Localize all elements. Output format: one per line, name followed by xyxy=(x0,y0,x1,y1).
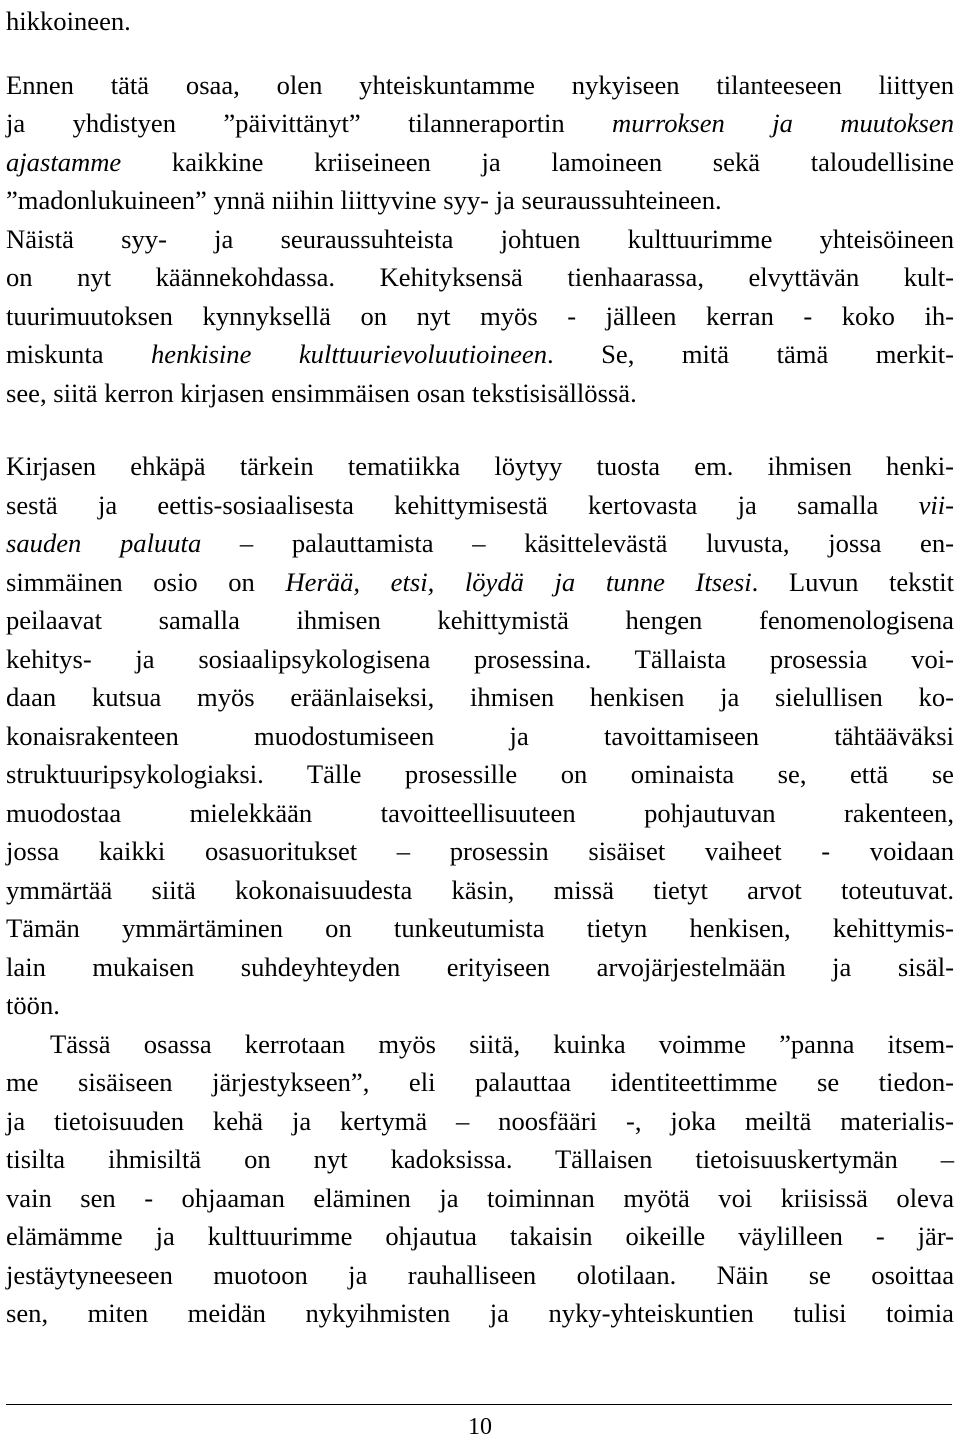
text-line: hikkoineen. xyxy=(6,6,131,36)
text-line: sestä ja eettis-sosiaalisesta kehittymisestä kertovasta ja samalla vii- xyxy=(6,490,954,520)
text-line: sen, miten meidän nykyihmisten ja nyky-yhteiskuntien tulisi toimia xyxy=(6,1298,954,1328)
page-number: 10 xyxy=(468,1414,492,1440)
text-line: konaisrakenteen muodostumiseen ja tavoittamiseen tähtääväksi xyxy=(6,721,954,751)
text-line: kehitys- ja sosiaalipsykologisena prosessina. Tällaista prosessia voi- xyxy=(6,644,954,674)
text-line: töön. xyxy=(6,990,60,1020)
italic-phrase: murroksen ja muutoksen xyxy=(612,108,954,138)
text-line: on nyt käännekohdassa. Kehityksensä tienhaarassa, elvyttävän kult- xyxy=(6,262,954,292)
text-line: struktuuripsykologiaksi. Tälle prosessille on ominaista se, että se xyxy=(6,759,954,789)
italic-phrase: vii- xyxy=(918,490,954,520)
text-line: peilaavat samalla ihmisen kehittymistä hengen fenomenologisena xyxy=(6,605,954,635)
text-line: vain sen - ohjaaman eläminen ja toiminnan myötä voi kriisissä oleva xyxy=(6,1183,954,1213)
text-line: Ennen tätä osaa, olen yhteiskuntamme nykyiseen tilanteeseen liittyen xyxy=(6,70,954,100)
text-line: daan kutsua myös eräänlaiseksi, ihmisen henkisen ja sielullisen ko- xyxy=(6,682,954,712)
italic-phrase: henkisine kulttuurievoluutioineen xyxy=(150,339,548,369)
text-line: muodostaa mielekkään tavoitteellisuuteen pohjautuvan rakenteen, xyxy=(6,798,954,828)
footer-divider xyxy=(6,1404,952,1405)
text-line: me sisäiseen järjestykseen”, eli palauttaa identiteettimme se tiedon- xyxy=(6,1067,954,1097)
text-line: Kirjasen ehkäpä tärkein tematiikka löytyy tuosta em. ihmisen henki- xyxy=(6,451,954,481)
italic-phrase: sauden paluuta xyxy=(6,528,202,558)
text-line: ajastamme kaikkine kriiseineen ja lamoineen sekä taloudellisine xyxy=(6,147,954,177)
italic-phrase: Herää, etsi, löydä ja tunne Itsesi xyxy=(285,567,752,597)
text-line: see, siitä kerron kirjasen ensimmäisen osan tekstisisällössä. xyxy=(6,378,637,408)
text-line: lain mukaisen suhdeyhteyden erityiseen arvojärjestelmään ja sisäl- xyxy=(6,952,954,982)
text-line: Näistä syy- ja seuraussuhteista johtuen kulttuurimme yhteisöineen xyxy=(6,224,954,254)
text-line: ja yhdistyen ”päivittänyt” tilanneraportin murroksen ja muutoksen xyxy=(6,108,954,138)
text-line: ”madonlukuineen” ynnä niihin liittyvine syy- ja seuraussuhteineen. xyxy=(6,185,722,215)
text-line: Tässä osassa kerrotaan myös siitä, kuinka voimme ”panna itsem- xyxy=(50,1029,954,1059)
text-line: tisilta ihmisiltä on nyt kadoksissa. Tällaisen tietoisuuskertymän – xyxy=(6,1144,954,1174)
text-line: ymmärtää siitä kokonaisuudesta käsin, missä tietyt arvot toteutuvat. xyxy=(6,875,954,905)
text-line: ja tietoisuuden kehä ja kertymä – noosfääri -, joka meiltä materialis- xyxy=(6,1106,954,1136)
text-line: jestäytyneeseen muotoon ja rauhalliseen olotilaan. Näin se osoittaa xyxy=(6,1260,954,1290)
text-line: Tämän ymmärtäminen on tunkeutumista tietyn henkisen, kehittymis- xyxy=(6,913,954,943)
text-line: simmäinen osio on Herää, etsi, löydä ja tunne Itsesi. Luvun tekstit xyxy=(6,567,954,597)
text-line: elämämme ja kulttuurimme ohjautua takaisin oikeille väylilleen - jär- xyxy=(6,1221,954,1251)
text-line: tuurimuutoksen kynnyksellä on nyt myös - jälleen kerran - koko ih- xyxy=(6,301,954,331)
text-line: miskunta henkisine kulttuurievoluutioineen. Se, mitä tämä merkit- xyxy=(6,339,954,369)
italic-phrase: ajastamme xyxy=(6,147,122,177)
text-line: jossa kaikki osasuoritukset – prosessin sisäiset vaiheet - voidaan xyxy=(6,836,954,866)
text-line: sauden paluuta – palauttamista – käsittelevästä luvusta, jossa en- xyxy=(6,528,954,558)
